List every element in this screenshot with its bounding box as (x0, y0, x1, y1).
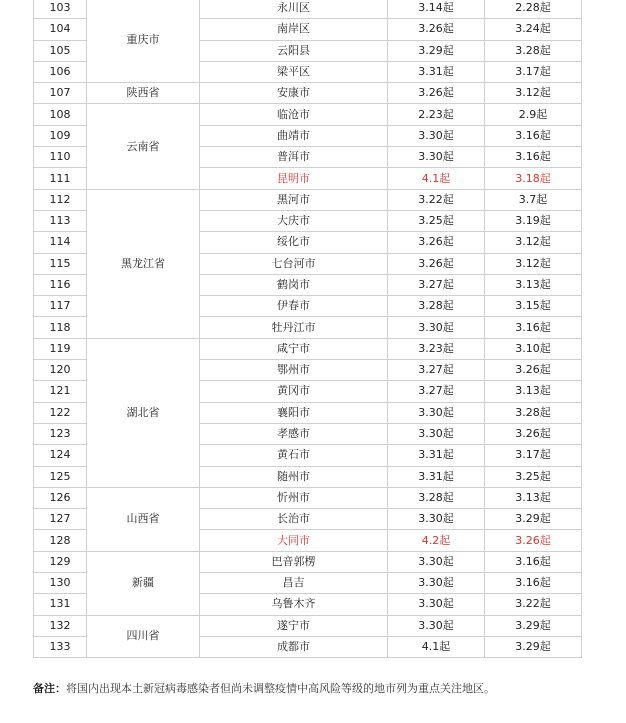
row-number-cell: 126 (34, 487, 87, 508)
footnote (33, 680, 495, 696)
value-cell-2: 3.15起 (485, 296, 582, 317)
value-cell-1: 3.31起 (388, 61, 485, 82)
value-cell-1: 3.31起 (388, 466, 485, 487)
row-number-cell: 123 (34, 423, 87, 444)
value-cell-1: 4.1起 (388, 636, 485, 657)
value-cell-1: 3.30起 (388, 147, 485, 168)
row-number-cell: 103 (34, 0, 87, 19)
value-cell-2: 3.16起 (485, 147, 582, 168)
value-cell-1: 3.27起 (388, 381, 485, 402)
city-cell: 黑河市 (200, 189, 388, 210)
value-cell-2: 3.19起 (485, 210, 582, 231)
city-cell: 长治市 (200, 509, 388, 530)
city-cell: 普洱市 (200, 147, 388, 168)
province-cell: 四川省 (87, 615, 200, 658)
value-cell-2: 3.16起 (485, 125, 582, 146)
city-cell: 成都市 (200, 636, 388, 657)
value-cell-1: 2.23起 (388, 104, 485, 125)
value-cell-1: 3.22起 (388, 189, 485, 210)
value-cell-2: 3.28起 (485, 402, 582, 423)
value-cell-1: 3.23起 (388, 338, 485, 359)
row-number-cell: 125 (34, 466, 87, 487)
value-cell-1: 3.30起 (388, 423, 485, 444)
value-cell-2: 3.16起 (485, 317, 582, 338)
row-number-cell: 115 (34, 253, 87, 274)
value-cell-1: 3.30起 (388, 402, 485, 423)
value-cell-1: 3.28起 (388, 487, 485, 508)
value-cell-2: 3.29起 (485, 509, 582, 530)
province-cell: 重庆市 (87, 0, 200, 83)
city-cell: 永川区 (200, 0, 388, 19)
value-cell-2: 3.16起 (485, 551, 582, 572)
value-cell-2: 3.17起 (485, 445, 582, 466)
city-cell: 绥化市 (200, 232, 388, 253)
city-cell: 曲靖市 (200, 125, 388, 146)
province-cell: 湖北省 (87, 338, 200, 487)
value-cell-2: 3.26起 (485, 360, 582, 381)
row-number-cell: 128 (34, 530, 87, 551)
footnote-text: 将国内出现本土新冠病毒感染者但尚未调整疫情中高风险等级的地市列为重点关注地区。 (66, 682, 495, 695)
city-cell: 襄阳市 (200, 402, 388, 423)
value-cell-2: 2.28起 (485, 0, 582, 19)
value-cell-2: 3.29起 (485, 636, 582, 657)
value-cell-1: 3.30起 (388, 594, 485, 615)
value-cell-1: 3.27起 (388, 360, 485, 381)
footnote-label: 备注 (33, 682, 55, 695)
row-number-cell: 118 (34, 317, 87, 338)
row-number-cell: 122 (34, 402, 87, 423)
value-cell-1: 3.31起 (388, 445, 485, 466)
city-cell: 孝感市 (200, 423, 388, 444)
city-cell: 伊春市 (200, 296, 388, 317)
city-cell: 大同市 (200, 530, 388, 551)
value-cell-1: 3.26起 (388, 232, 485, 253)
row-number-cell: 119 (34, 338, 87, 359)
table-row (34, 338, 582, 359)
table-row (34, 189, 582, 210)
value-cell-2: 3.24起 (485, 19, 582, 40)
city-cell: 随州市 (200, 466, 388, 487)
row-number-cell: 121 (34, 381, 87, 402)
footnote-colon: ： (55, 682, 66, 695)
value-cell-1: 3.26起 (388, 19, 485, 40)
value-cell-2: 3.13起 (485, 274, 582, 295)
value-cell-2: 3.28起 (485, 40, 582, 61)
value-cell-1: 3.26起 (388, 83, 485, 104)
value-cell-2: 3.22起 (485, 594, 582, 615)
table-row (34, 487, 582, 508)
row-number-cell: 113 (34, 210, 87, 231)
table-row (34, 83, 582, 104)
row-number-cell: 112 (34, 189, 87, 210)
row-number-cell: 133 (34, 636, 87, 657)
city-cell: 咸宁市 (200, 338, 388, 359)
value-cell-1: 3.28起 (388, 296, 485, 317)
city-cell: 临沧市 (200, 104, 388, 125)
data-table-body (34, 0, 582, 658)
city-cell: 忻州市 (200, 487, 388, 508)
city-cell: 黄石市 (200, 445, 388, 466)
province-cell: 陕西省 (87, 83, 200, 104)
row-number-cell: 105 (34, 40, 87, 61)
row-number-cell: 131 (34, 594, 87, 615)
value-cell-1: 3.30起 (388, 125, 485, 146)
city-cell: 南岸区 (200, 19, 388, 40)
value-cell-1: 3.27起 (388, 274, 485, 295)
row-number-cell: 111 (34, 168, 87, 189)
value-cell-2: 3.13起 (485, 381, 582, 402)
table-row (34, 0, 582, 19)
city-cell: 遂宁市 (200, 615, 388, 636)
city-cell: 乌鲁木齐 (200, 594, 388, 615)
row-number-cell: 130 (34, 573, 87, 594)
value-cell-2: 3.16起 (485, 573, 582, 594)
table-row (34, 104, 582, 125)
value-cell-2: 3.12起 (485, 253, 582, 274)
value-cell-1: 3.26起 (388, 253, 485, 274)
row-number-cell: 117 (34, 296, 87, 317)
value-cell-2: 3.26起 (485, 530, 582, 551)
row-number-cell: 124 (34, 445, 87, 466)
province-cell: 新疆 (87, 551, 200, 615)
row-number-cell: 129 (34, 551, 87, 572)
row-number-cell: 127 (34, 509, 87, 530)
city-cell: 大庆市 (200, 210, 388, 231)
row-number-cell: 132 (34, 615, 87, 636)
row-number-cell: 120 (34, 360, 87, 381)
value-cell-1: 3.29起 (388, 40, 485, 61)
row-number-cell: 116 (34, 274, 87, 295)
data-table (33, 0, 582, 658)
value-cell-1: 4.1起 (388, 168, 485, 189)
value-cell-1: 3.30起 (388, 317, 485, 338)
value-cell-1: 3.30起 (388, 551, 485, 572)
value-cell-2: 3.10起 (485, 338, 582, 359)
row-number-cell: 108 (34, 104, 87, 125)
city-cell: 巴音郭楞 (200, 551, 388, 572)
city-cell: 昆明市 (200, 168, 388, 189)
value-cell-2: 3.29起 (485, 615, 582, 636)
value-cell-2: 3.12起 (485, 83, 582, 104)
province-cell: 云南省 (87, 104, 200, 189)
city-cell: 安康市 (200, 83, 388, 104)
table-row (34, 551, 582, 572)
city-cell: 黄冈市 (200, 381, 388, 402)
value-cell-2: 3.18起 (485, 168, 582, 189)
city-cell: 鹤岗市 (200, 274, 388, 295)
row-number-cell: 109 (34, 125, 87, 146)
value-cell-1: 4.2起 (388, 530, 485, 551)
value-cell-2: 3.7起 (485, 189, 582, 210)
city-cell: 牡丹江市 (200, 317, 388, 338)
value-cell-2: 3.13起 (485, 487, 582, 508)
value-cell-1: 3.25起 (388, 210, 485, 231)
value-cell-2: 3.26起 (485, 423, 582, 444)
row-number-cell: 104 (34, 19, 87, 40)
row-number-cell: 114 (34, 232, 87, 253)
row-number-cell: 106 (34, 61, 87, 82)
city-cell: 鄂州市 (200, 360, 388, 381)
value-cell-1: 3.30起 (388, 615, 485, 636)
value-cell-2: 3.17起 (485, 61, 582, 82)
table-row (34, 615, 582, 636)
city-cell: 云阳县 (200, 40, 388, 61)
value-cell-1: 3.30起 (388, 509, 485, 530)
value-cell-2: 3.25起 (485, 466, 582, 487)
row-number-cell: 110 (34, 147, 87, 168)
city-cell: 昌吉 (200, 573, 388, 594)
value-cell-2: 2.9起 (485, 104, 582, 125)
province-cell: 黑龙江省 (87, 189, 200, 338)
value-cell-2: 3.12起 (485, 232, 582, 253)
city-cell: 七台河市 (200, 253, 388, 274)
row-number-cell: 107 (34, 83, 87, 104)
city-cell: 梁平区 (200, 61, 388, 82)
province-cell: 山西省 (87, 487, 200, 551)
value-cell-1: 3.30起 (388, 573, 485, 594)
value-cell-1: 3.14起 (388, 0, 485, 19)
